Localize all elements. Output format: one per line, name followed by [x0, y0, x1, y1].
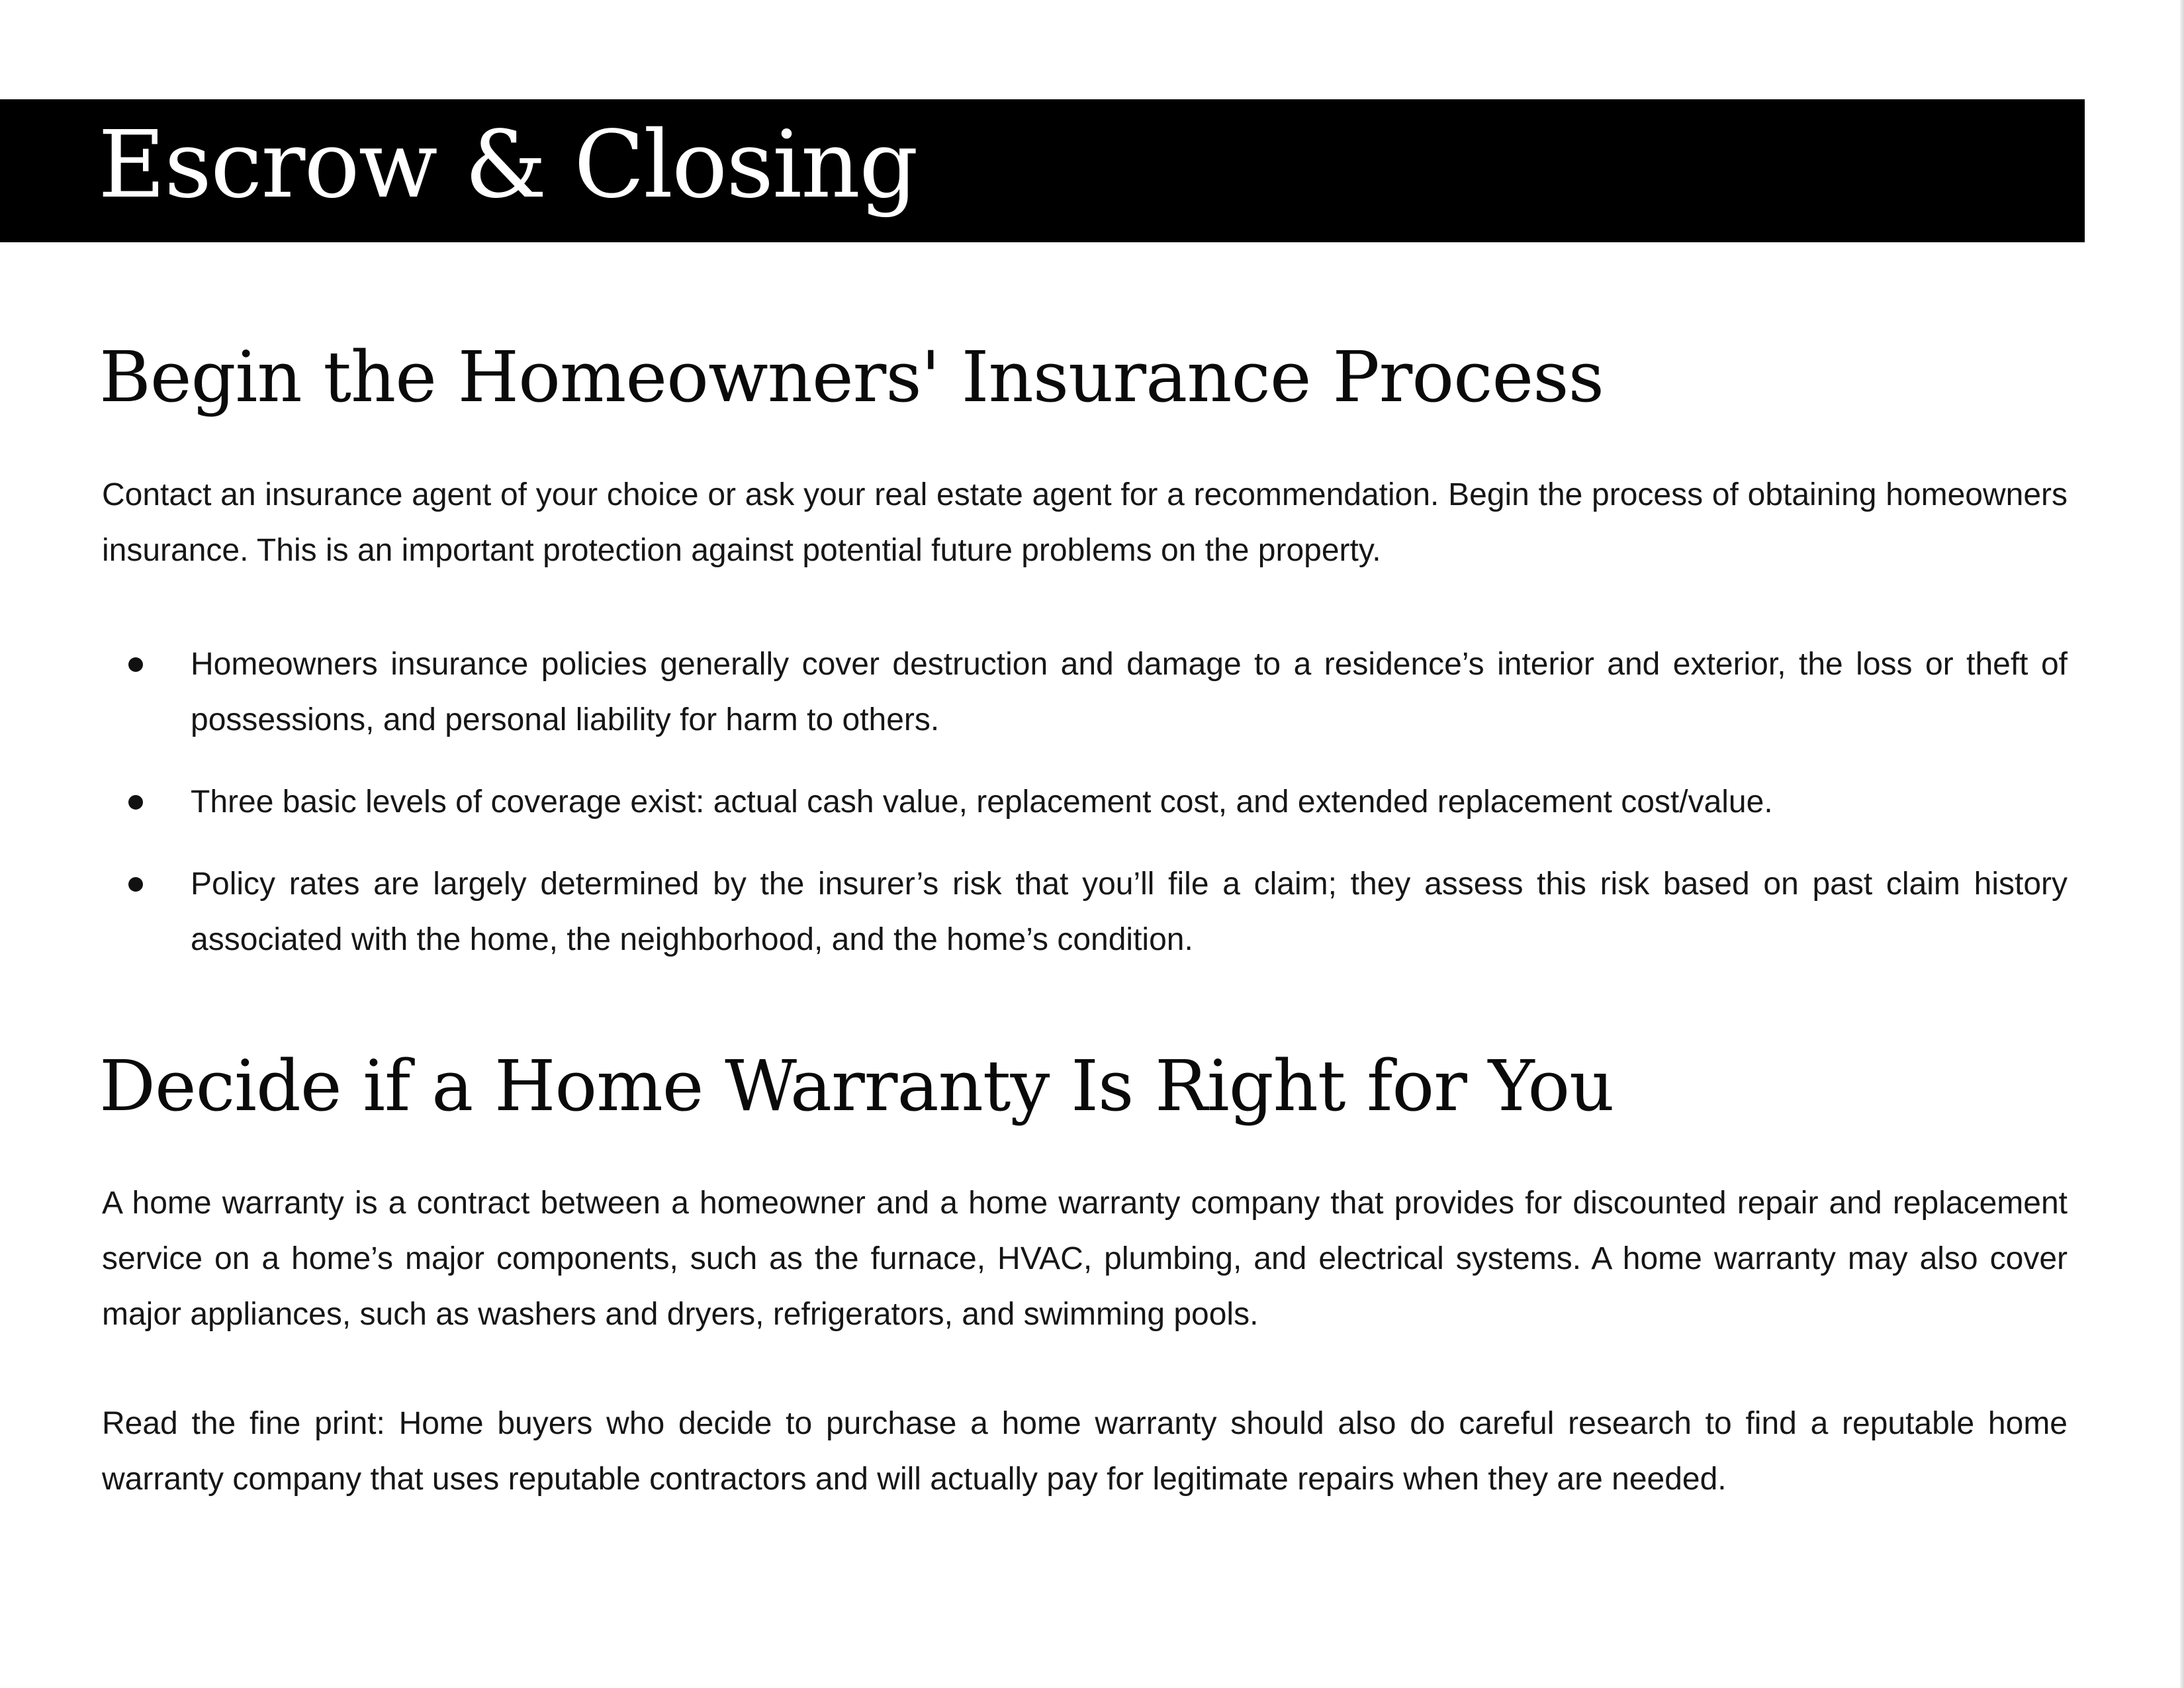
bullet-text: Homeowners insurance policies generally cover destruction and damage to a residence’s interior and exterior, the loss or theft of possessions, and personal liability for harm to others.	[191, 647, 2068, 737]
list-item	[102, 774, 2068, 830]
bullet-dot-icon	[128, 877, 143, 892]
fine-print-paragraph: Read the fine print: Home buyers who decide to purchase a home warranty should also do careful research to find a reputable home warranty company that uses reputable contractors and will actually pay for legitimate repairs when they are needed.	[102, 1406, 2068, 1497]
section-heading-insurance: Begin the Homeowners' Insurance Process	[99, 336, 1604, 418]
list-item	[102, 857, 2068, 968]
section-heading-warranty: Decide if a Home Warranty Is Right for You	[99, 1045, 1614, 1127]
page-edge	[2180, 0, 2184, 1688]
warranty-paragraph: A home warranty is a contract between a homeowner and a home warranty company that provides for discounted repair and replacement service on a home’s major components, such as the furnace, HVAC, plumbing, and electrical systems. A home warranty may also cover major appliances, such as washers and dryers, refrigerators, and swimming pools.	[102, 1186, 2068, 1332]
bullet-dot-icon	[128, 657, 143, 672]
bullet-text: Three basic levels of coverage exist: actual cash value, replacement cost, and extended replacement cost/value.	[191, 784, 1773, 820]
insurance-bullet-list	[102, 637, 2068, 994]
bullet-text: Policy rates are largely determined by the insurer’s risk that you’ll file a claim; they assess this risk based on past claim history associated with the home, the neighborhood, and the home’s condition.	[191, 867, 2068, 957]
list-item	[102, 637, 2068, 748]
page-title: Escrow & Closing	[98, 111, 917, 219]
bullet-dot-icon	[128, 795, 143, 810]
insurance-intro-paragraph: Contact an insurance agent of your choice or ask your real estate agent for a recommendation. Begin the process of obtaining homeowners insurance. This is an important protection against potential future problems on the property.	[102, 477, 2068, 568]
